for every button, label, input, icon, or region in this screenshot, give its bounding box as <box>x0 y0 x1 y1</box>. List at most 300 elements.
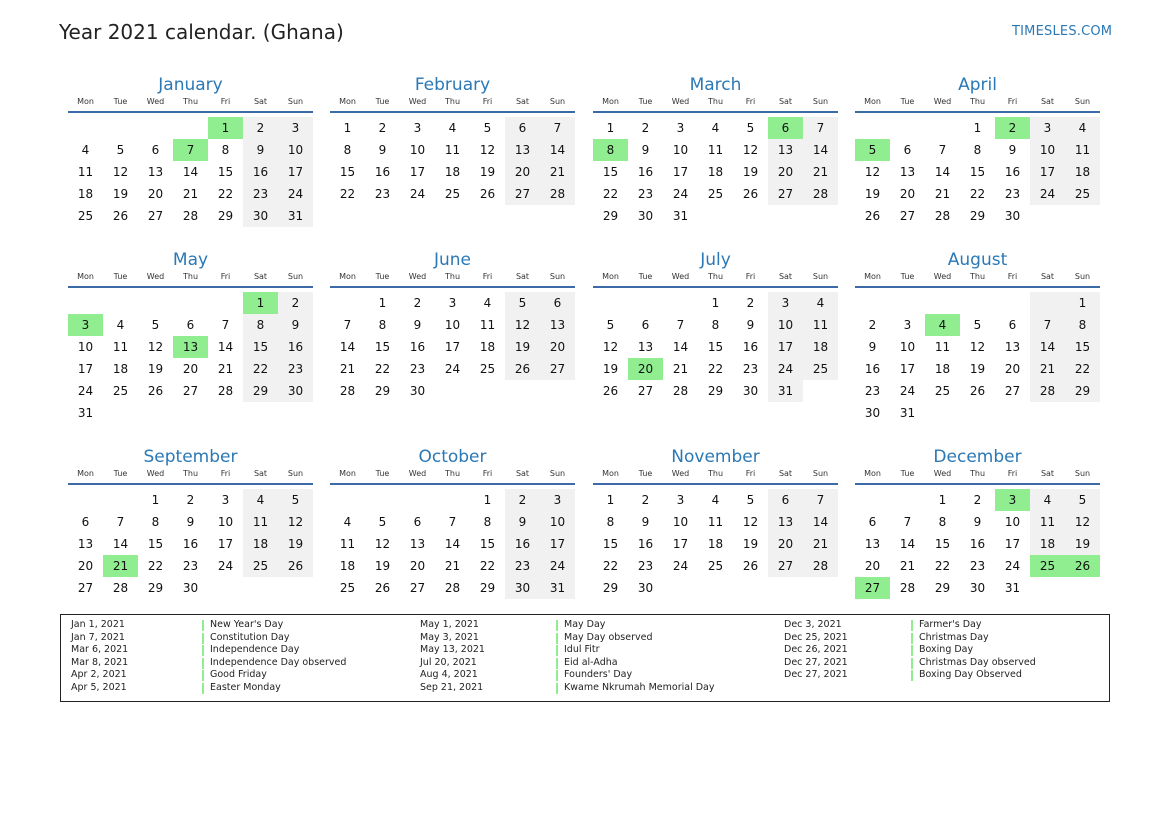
day-cell[interactable]: 25 <box>707 559 724 573</box>
day-cell[interactable]: 21 <box>899 559 916 573</box>
day-cell[interactable]: 7 <box>803 117 838 139</box>
day-cell[interactable]: 10 <box>444 318 461 332</box>
holiday-day-cell[interactable]: 26 <box>1065 555 1100 577</box>
day-cell[interactable]: 16 <box>278 336 313 358</box>
day-cell[interactable]: 21 <box>672 362 689 376</box>
day-cell[interactable]: 31 <box>540 577 575 599</box>
day-cell[interactable]: 5 <box>151 318 160 332</box>
day-cell[interactable]: 18 <box>707 165 724 179</box>
day-cell[interactable]: 16 <box>637 165 654 179</box>
day-cell[interactable]: 20 <box>768 161 803 183</box>
day-cell[interactable]: 4 <box>343 515 352 529</box>
day-cell[interactable]: 18 <box>112 362 129 376</box>
day-cell[interactable]: 22 <box>217 187 234 201</box>
holiday-day-cell[interactable]: 25 <box>1030 555 1065 577</box>
day-cell[interactable]: 15 <box>217 165 234 179</box>
day-cell[interactable]: 13 <box>409 537 426 551</box>
day-cell[interactable]: 11 <box>707 515 724 529</box>
day-cell[interactable]: 19 <box>505 336 540 358</box>
day-cell[interactable]: 4 <box>483 296 492 310</box>
day-cell[interactable]: 20 <box>409 559 426 573</box>
day-cell[interactable]: 15 <box>374 340 391 354</box>
day-cell[interactable]: 12 <box>1065 511 1100 533</box>
holiday-day-cell[interactable]: 27 <box>855 577 890 599</box>
day-cell[interactable]: 4 <box>81 143 90 157</box>
day-cell[interactable]: 23 <box>243 183 278 205</box>
day-cell[interactable]: 27 <box>505 183 540 205</box>
day-cell[interactable]: 20 <box>899 187 916 201</box>
day-cell[interactable]: 14 <box>339 340 356 354</box>
day-cell[interactable]: 1 <box>938 493 947 507</box>
day-cell[interactable]: 8 <box>221 143 230 157</box>
day-cell[interactable]: 12 <box>864 165 881 179</box>
day-cell[interactable]: 16 <box>969 537 986 551</box>
day-cell[interactable]: 17 <box>768 336 803 358</box>
day-cell[interactable]: 29 <box>969 209 986 223</box>
day-cell[interactable]: 9 <box>413 318 422 332</box>
day-cell[interactable]: 31 <box>77 406 94 420</box>
day-cell[interactable]: 12 <box>112 165 129 179</box>
day-cell[interactable]: 11 <box>339 537 356 551</box>
day-cell[interactable]: 14 <box>934 165 951 179</box>
day-cell[interactable]: 22 <box>602 187 619 201</box>
day-cell[interactable]: 28 <box>182 209 199 223</box>
day-cell[interactable]: 18 <box>1065 161 1100 183</box>
day-cell[interactable]: 25 <box>112 384 129 398</box>
day-cell[interactable]: 16 <box>182 537 199 551</box>
day-cell[interactable]: 4 <box>711 121 720 135</box>
day-cell[interactable]: 23 <box>374 187 391 201</box>
day-cell[interactable]: 4 <box>448 121 457 135</box>
day-cell[interactable]: 6 <box>505 117 540 139</box>
holiday-day-cell[interactable]: 4 <box>925 314 960 336</box>
day-cell[interactable]: 11 <box>803 314 838 336</box>
holiday-day-cell[interactable]: 13 <box>173 336 208 358</box>
day-cell[interactable]: 15 <box>969 165 986 179</box>
holiday-day-cell[interactable]: 2 <box>995 117 1030 139</box>
day-cell[interactable]: 15 <box>934 537 951 551</box>
day-cell[interactable]: 5 <box>505 292 540 314</box>
day-cell[interactable]: 9 <box>868 340 877 354</box>
day-cell[interactable]: 1 <box>973 121 982 135</box>
day-cell[interactable]: 21 <box>540 161 575 183</box>
day-cell[interactable]: 14 <box>803 139 838 161</box>
day-cell[interactable]: 20 <box>147 187 164 201</box>
day-cell[interactable]: 19 <box>864 187 881 201</box>
day-cell[interactable]: 2 <box>973 493 982 507</box>
day-cell[interactable]: 8 <box>243 314 278 336</box>
day-cell[interactable]: 30 <box>1004 209 1021 223</box>
day-cell[interactable]: 11 <box>1065 139 1100 161</box>
day-cell[interactable]: 8 <box>938 515 947 529</box>
day-cell[interactable]: 31 <box>899 406 916 420</box>
day-cell[interactable]: 19 <box>374 559 391 573</box>
day-cell[interactable]: 29 <box>243 380 278 402</box>
day-cell[interactable]: 28 <box>444 581 461 595</box>
day-cell[interactable]: 7 <box>903 515 912 529</box>
day-cell[interactable]: 11 <box>1030 511 1065 533</box>
day-cell[interactable]: 15 <box>602 537 619 551</box>
day-cell[interactable]: 18 <box>339 559 356 573</box>
day-cell[interactable]: 19 <box>969 362 986 376</box>
day-cell[interactable]: 14 <box>112 537 129 551</box>
day-cell[interactable]: 9 <box>378 143 387 157</box>
day-cell[interactable]: 17 <box>444 340 461 354</box>
holiday-day-cell[interactable]: 21 <box>103 555 138 577</box>
day-cell[interactable]: 1 <box>378 296 387 310</box>
day-cell[interactable]: 1 <box>1065 292 1100 314</box>
day-cell[interactable]: 17 <box>899 362 916 376</box>
day-cell[interactable]: 15 <box>602 165 619 179</box>
day-cell[interactable]: 16 <box>864 362 881 376</box>
day-cell[interactable]: 5 <box>606 318 615 332</box>
day-cell[interactable]: 2 <box>186 493 195 507</box>
day-cell[interactable]: 11 <box>479 318 496 332</box>
day-cell[interactable]: 24 <box>672 559 689 573</box>
day-cell[interactable]: 30 <box>969 581 986 595</box>
day-cell[interactable]: 16 <box>637 537 654 551</box>
day-cell[interactable]: 18 <box>444 165 461 179</box>
day-cell[interactable]: 13 <box>1004 340 1021 354</box>
day-cell[interactable]: 30 <box>864 406 881 420</box>
day-cell[interactable]: 25 <box>77 209 94 223</box>
day-cell[interactable]: 13 <box>77 537 94 551</box>
day-cell[interactable]: 2 <box>641 493 650 507</box>
holiday-day-cell[interactable]: 1 <box>208 117 243 139</box>
day-cell[interactable]: 26 <box>374 581 391 595</box>
day-cell[interactable]: 5 <box>746 121 755 135</box>
day-cell[interactable]: 4 <box>1030 489 1065 511</box>
day-cell[interactable]: 20 <box>182 362 199 376</box>
day-cell[interactable]: 6 <box>903 143 912 157</box>
day-cell[interactable]: 27 <box>540 358 575 380</box>
day-cell[interactable]: 3 <box>768 292 803 314</box>
day-cell[interactable]: 26 <box>864 209 881 223</box>
day-cell[interactable]: 26 <box>278 555 313 577</box>
day-cell[interactable]: 3 <box>448 296 457 310</box>
day-cell[interactable]: 12 <box>278 511 313 533</box>
day-cell[interactable]: 18 <box>243 533 278 555</box>
day-cell[interactable]: 17 <box>217 537 234 551</box>
day-cell[interactable]: 6 <box>151 143 160 157</box>
day-cell[interactable]: 24 <box>278 183 313 205</box>
day-cell[interactable]: 19 <box>147 362 164 376</box>
day-cell[interactable]: 19 <box>278 533 313 555</box>
day-cell[interactable]: 9 <box>1008 143 1017 157</box>
day-cell[interactable]: 7 <box>676 318 685 332</box>
day-cell[interactable]: 24 <box>768 358 803 380</box>
day-cell[interactable]: 28 <box>803 183 838 205</box>
day-cell[interactable]: 29 <box>602 581 619 595</box>
holiday-day-cell[interactable]: 7 <box>173 139 208 161</box>
day-cell[interactable]: 3 <box>221 493 230 507</box>
day-cell[interactable]: 28 <box>934 209 951 223</box>
day-cell[interactable]: 26 <box>479 187 496 201</box>
day-cell[interactable]: 17 <box>278 161 313 183</box>
day-cell[interactable]: 30 <box>243 205 278 227</box>
day-cell[interactable]: 24 <box>540 555 575 577</box>
day-cell[interactable]: 3 <box>1030 117 1065 139</box>
day-cell[interactable]: 11 <box>444 143 461 157</box>
day-cell[interactable]: 2 <box>641 121 650 135</box>
day-cell[interactable]: 1 <box>711 296 720 310</box>
day-cell[interactable]: 8 <box>151 515 160 529</box>
day-cell[interactable]: 21 <box>217 362 234 376</box>
day-cell[interactable]: 14 <box>217 340 234 354</box>
day-cell[interactable]: 16 <box>505 533 540 555</box>
day-cell[interactable]: 26 <box>505 358 540 380</box>
day-cell[interactable]: 29 <box>374 384 391 398</box>
day-cell[interactable]: 22 <box>1065 358 1100 380</box>
day-cell[interactable]: 31 <box>672 209 689 223</box>
day-cell[interactable]: 27 <box>182 384 199 398</box>
day-cell[interactable]: 11 <box>934 340 951 354</box>
day-cell[interactable]: 8 <box>378 318 387 332</box>
day-cell[interactable]: 21 <box>934 187 951 201</box>
holiday-day-cell[interactable]: 6 <box>768 117 803 139</box>
day-cell[interactable]: 14 <box>1030 336 1065 358</box>
day-cell[interactable]: 22 <box>602 559 619 573</box>
day-cell[interactable]: 7 <box>221 318 230 332</box>
day-cell[interactable]: 22 <box>707 362 724 376</box>
day-cell[interactable]: 28 <box>339 384 356 398</box>
day-cell[interactable]: 29 <box>479 581 496 595</box>
day-cell[interactable]: 24 <box>672 187 689 201</box>
day-cell[interactable]: 13 <box>768 139 803 161</box>
day-cell[interactable]: 12 <box>505 314 540 336</box>
day-cell[interactable]: 19 <box>479 165 496 179</box>
day-cell[interactable]: 25 <box>444 187 461 201</box>
day-cell[interactable]: 29 <box>1065 380 1100 402</box>
day-cell[interactable]: 11 <box>77 165 94 179</box>
day-cell[interactable]: 7 <box>540 117 575 139</box>
day-cell[interactable]: 19 <box>742 537 759 551</box>
day-cell[interactable]: 9 <box>641 143 650 157</box>
day-cell[interactable]: 14 <box>182 165 199 179</box>
day-cell[interactable]: 1 <box>606 493 615 507</box>
day-cell[interactable]: 14 <box>672 340 689 354</box>
day-cell[interactable]: 11 <box>112 340 129 354</box>
day-cell[interactable]: 29 <box>147 581 164 595</box>
day-cell[interactable]: 15 <box>339 165 356 179</box>
day-cell[interactable]: 29 <box>217 209 234 223</box>
day-cell[interactable]: 18 <box>707 537 724 551</box>
day-cell[interactable]: 7 <box>448 515 457 529</box>
day-cell[interactable]: 28 <box>540 183 575 205</box>
day-cell[interactable]: 19 <box>1065 533 1100 555</box>
day-cell[interactable]: 1 <box>606 121 615 135</box>
day-cell[interactable]: 22 <box>147 559 164 573</box>
day-cell[interactable]: 5 <box>116 143 125 157</box>
day-cell[interactable]: 15 <box>1065 336 1100 358</box>
day-cell[interactable]: 29 <box>707 384 724 398</box>
day-cell[interactable]: 20 <box>505 161 540 183</box>
day-cell[interactable]: 8 <box>343 143 352 157</box>
day-cell[interactable]: 29 <box>934 581 951 595</box>
day-cell[interactable]: 9 <box>973 515 982 529</box>
day-cell[interactable]: 16 <box>742 340 759 354</box>
day-cell[interactable]: 1 <box>151 493 160 507</box>
day-cell[interactable]: 15 <box>707 340 724 354</box>
day-cell[interactable]: 8 <box>973 143 982 157</box>
holiday-day-cell[interactable]: 8 <box>593 139 628 161</box>
day-cell[interactable]: 20 <box>768 533 803 555</box>
day-cell[interactable]: 2 <box>243 117 278 139</box>
day-cell[interactable]: 16 <box>374 165 391 179</box>
day-cell[interactable]: 23 <box>742 362 759 376</box>
day-cell[interactable]: 24 <box>409 187 426 201</box>
day-cell[interactable]: 23 <box>278 358 313 380</box>
day-cell[interactable]: 8 <box>483 515 492 529</box>
day-cell[interactable]: 26 <box>742 559 759 573</box>
day-cell[interactable]: 15 <box>147 537 164 551</box>
day-cell[interactable]: 10 <box>672 515 689 529</box>
day-cell[interactable]: 24 <box>1004 559 1021 573</box>
day-cell[interactable]: 2 <box>413 296 422 310</box>
day-cell[interactable]: 13 <box>768 511 803 533</box>
day-cell[interactable]: 2 <box>868 318 877 332</box>
brand-link[interactable]: TIMESLES.COM <box>1012 24 1113 39</box>
day-cell[interactable]: 31 <box>768 380 803 402</box>
day-cell[interactable]: 27 <box>637 384 654 398</box>
day-cell[interactable]: 6 <box>540 292 575 314</box>
day-cell[interactable]: 25 <box>803 358 838 380</box>
day-cell[interactable]: 5 <box>973 318 982 332</box>
day-cell[interactable]: 18 <box>1030 533 1065 555</box>
day-cell[interactable]: 7 <box>938 143 947 157</box>
day-cell[interactable]: 26 <box>969 384 986 398</box>
day-cell[interactable]: 26 <box>147 384 164 398</box>
day-cell[interactable]: 28 <box>1030 380 1065 402</box>
day-cell[interactable]: 3 <box>278 117 313 139</box>
day-cell[interactable]: 30 <box>182 581 199 595</box>
day-cell[interactable]: 23 <box>1004 187 1021 201</box>
day-cell[interactable]: 2 <box>746 296 755 310</box>
day-cell[interactable]: 11 <box>243 511 278 533</box>
day-cell[interactable]: 20 <box>540 336 575 358</box>
day-cell[interactable]: 22 <box>243 358 278 380</box>
day-cell[interactable]: 20 <box>77 559 94 573</box>
day-cell[interactable]: 14 <box>444 537 461 551</box>
day-cell[interactable]: 9 <box>278 314 313 336</box>
day-cell[interactable]: 9 <box>505 511 540 533</box>
day-cell[interactable]: 27 <box>77 581 94 595</box>
day-cell[interactable]: 22 <box>934 559 951 573</box>
day-cell[interactable]: 31 <box>1004 581 1021 595</box>
day-cell[interactable]: 10 <box>409 143 426 157</box>
day-cell[interactable]: 25 <box>243 555 278 577</box>
day-cell[interactable]: 20 <box>864 559 881 573</box>
day-cell[interactable]: 2 <box>505 489 540 511</box>
day-cell[interactable]: 21 <box>803 533 838 555</box>
day-cell[interactable]: 21 <box>182 187 199 201</box>
day-cell[interactable]: 12 <box>742 515 759 529</box>
day-cell[interactable]: 3 <box>903 318 912 332</box>
day-cell[interactable]: 9 <box>243 139 278 161</box>
day-cell[interactable]: 22 <box>479 559 496 573</box>
day-cell[interactable]: 12 <box>742 143 759 157</box>
day-cell[interactable]: 17 <box>672 165 689 179</box>
day-cell[interactable]: 4 <box>711 493 720 507</box>
day-cell[interactable]: 6 <box>186 318 195 332</box>
day-cell[interactable]: 10 <box>540 511 575 533</box>
day-cell[interactable]: 12 <box>479 143 496 157</box>
day-cell[interactable]: 17 <box>1004 537 1021 551</box>
day-cell[interactable]: 17 <box>672 537 689 551</box>
day-cell[interactable]: 23 <box>182 559 199 573</box>
day-cell[interactable]: 21 <box>444 559 461 573</box>
holiday-day-cell[interactable]: 1 <box>243 292 278 314</box>
day-cell[interactable]: 10 <box>1030 139 1065 161</box>
day-cell[interactable]: 1 <box>483 493 492 507</box>
day-cell[interactable]: 6 <box>768 489 803 511</box>
day-cell[interactable]: 9 <box>186 515 195 529</box>
day-cell[interactable]: 23 <box>505 555 540 577</box>
day-cell[interactable]: 10 <box>1004 515 1021 529</box>
day-cell[interactable]: 30 <box>637 581 654 595</box>
day-cell[interactable]: 18 <box>934 362 951 376</box>
day-cell[interactable]: 23 <box>969 559 986 573</box>
day-cell[interactable]: 24 <box>444 362 461 376</box>
day-cell[interactable]: 10 <box>768 314 803 336</box>
holiday-day-cell[interactable]: 3 <box>995 489 1030 511</box>
day-cell[interactable]: 12 <box>374 537 391 551</box>
day-cell[interactable]: 23 <box>864 384 881 398</box>
day-cell[interactable]: 14 <box>803 511 838 533</box>
day-cell[interactable]: 26 <box>112 209 129 223</box>
day-cell[interactable]: 11 <box>707 143 724 157</box>
day-cell[interactable]: 19 <box>112 187 129 201</box>
day-cell[interactable]: 5 <box>746 493 755 507</box>
day-cell[interactable]: 30 <box>637 209 654 223</box>
day-cell[interactable]: 16 <box>1004 165 1021 179</box>
day-cell[interactable]: 5 <box>1065 489 1100 511</box>
day-cell[interactable]: 23 <box>637 559 654 573</box>
day-cell[interactable]: 25 <box>1065 183 1100 205</box>
day-cell[interactable]: 8 <box>1065 314 1100 336</box>
day-cell[interactable]: 18 <box>803 336 838 358</box>
day-cell[interactable]: 24 <box>77 384 94 398</box>
day-cell[interactable]: 13 <box>637 340 654 354</box>
day-cell[interactable]: 5 <box>278 489 313 511</box>
day-cell[interactable]: 6 <box>1008 318 1017 332</box>
day-cell[interactable]: 27 <box>147 209 164 223</box>
day-cell[interactable]: 31 <box>278 205 313 227</box>
day-cell[interactable]: 12 <box>969 340 986 354</box>
day-cell[interactable]: 27 <box>768 183 803 205</box>
day-cell[interactable]: 19 <box>742 165 759 179</box>
day-cell[interactable]: 28 <box>899 581 916 595</box>
day-cell[interactable]: 15 <box>479 537 496 551</box>
day-cell[interactable]: 29 <box>602 209 619 223</box>
day-cell[interactable]: 7 <box>116 515 125 529</box>
day-cell[interactable]: 4 <box>243 489 278 511</box>
day-cell[interactable]: 17 <box>409 165 426 179</box>
day-cell[interactable]: 22 <box>339 187 356 201</box>
day-cell[interactable]: 27 <box>768 555 803 577</box>
day-cell[interactable]: 3 <box>676 493 685 507</box>
day-cell[interactable]: 21 <box>803 161 838 183</box>
day-cell[interactable]: 17 <box>540 533 575 555</box>
day-cell[interactable]: 26 <box>742 187 759 201</box>
day-cell[interactable]: 4 <box>803 292 838 314</box>
day-cell[interactable]: 17 <box>77 362 94 376</box>
day-cell[interactable]: 9 <box>746 318 755 332</box>
day-cell[interactable]: 30 <box>505 577 540 599</box>
day-cell[interactable]: 14 <box>540 139 575 161</box>
day-cell[interactable]: 13 <box>540 314 575 336</box>
day-cell[interactable]: 28 <box>672 384 689 398</box>
